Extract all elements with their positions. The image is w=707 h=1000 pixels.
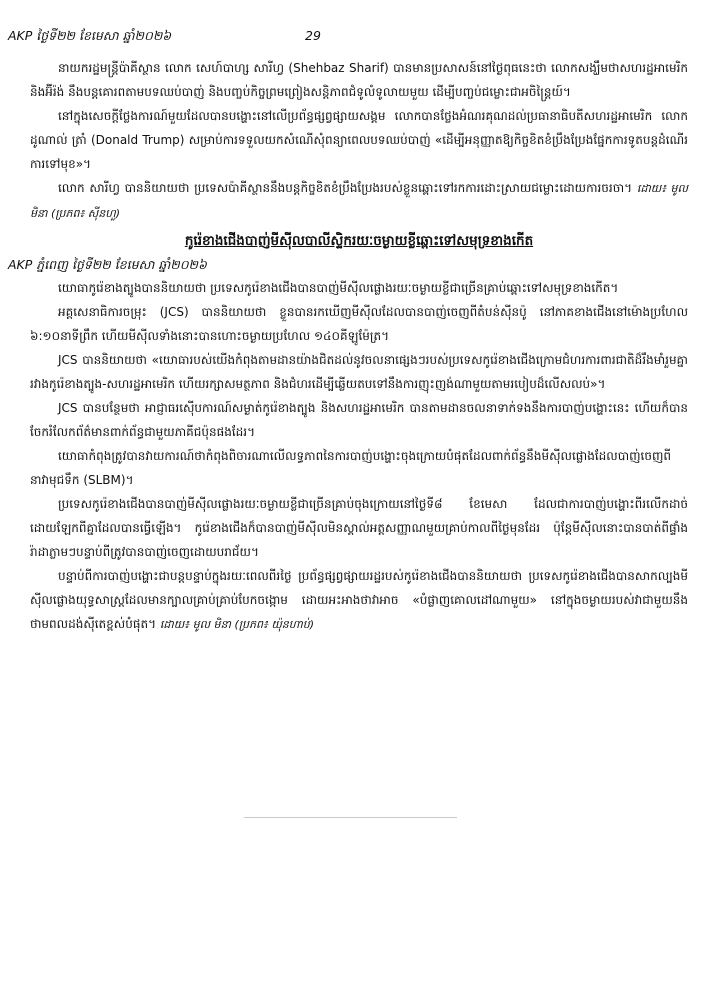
article2-paragraph: JCS បានបន្ថែមថា អាជ្ញាធរស៊ើបការណ៍សម្ងាត់កូរ៉េខាងត្បូង និងសហរដ្ឋអាមេរិក បានតាមដានចលនាទាក់ទងនឹងការបាញ់បង្ហោះនេះ ហើយក៏បានចែករំលែកព័ត៌មានពាក់ព័ន្ធជាមួយភាគីជប៉ុនផងដែរ។ — [30, 401, 688, 439]
article2-paragraph: យោធាកំពុងត្រូវបានវាយការណ៍ថាកំពុងពិចារណាលើលទ្ធភាពនៃការបាញ់បង្ហោះចុងក្រោយបំផុតដែលពាក់ព័ន្ធនឹងមីស៊ីលផ្លោងដែលបាញ់ចេញពីនាវាមុជទឹក (SLBM)។ — [30, 449, 672, 487]
article1-paragraph-text: លោក សារីហ្វ បាននិយាយថា ប្រទេសប៉ាគីស្ថាននឹងបន្តកិច្ចខិតខំប្រឹងប្រែងរបស់ខ្លួនឆ្ពោះទៅរកការដោះស្រាយជម្លោះដោយការចរចា។ — [58, 181, 633, 195]
article2-paragraph: ប្រទេសកូរ៉េខាងជើងបានបាញ់មីស៊ីលផ្លោងរយៈចម្ងាយខ្លីជាច្រើនគ្រាប់ចុងក្រោយនៅថ្ងៃទី៨ ខែមេសា ដែលជាការបាញ់បង្ហោះពីរលើកដាច់ដោយឡែកពីគ្នាដែលបានធ្វើឡើង។ កូរ៉េខាងជើងក៏បានបាញ់មីស៊ីលមិនស្គាល់អត្តសញ្ញាណមួយគ្រាប់កាលពីថ្ងៃមុនដែរ ប៉ុន្តែមីស៊ីលនោះបានបាត់ពីផ្ទាំងរ៉ាដាភ្លាមៗបន្ទាប់ពីត្រូវបានបាញ់ចេញដោយបរាជ័យ។ — [30, 497, 688, 559]
article2-headline: កូរ៉េខាងជើងបាញ់មីស៊ីលបាលីស្ទិករយៈចម្ងាយខ្លីឆ្ពោះទៅសមុទ្រខាងកើត — [184, 233, 534, 249]
page-content — [8, 56, 688, 637]
article2-paragraph-text: បន្ទាប់ពីការបាញ់បង្ហោះជាបន្តបន្ទាប់ក្នុងរយៈពេលពីរថ្ងៃ ប្រព័ន្ធផ្សព្វផ្សាយរដ្ឋរបស់កូរ៉េខាងជើងបាននិយាយថា ប្រទេសកូរ៉េខាងជើងបានសាកល្បងមីស៊ីលផ្លោងយុទ្ធសាស្ត្រដែលមានក្បាលគ្រាប់គ្រាប់បែកចង្កោម ដោយអះអាងថាវាអាច «បំផ្លាញគោលដៅណាមួយ» នៅក្នុងចម្ងាយរបស់វាជាមួយនឹងថាមពលដង់ស៊ីតេខ្ពស់បំផុត។ — [30, 569, 688, 631]
footer-divider — [244, 817, 457, 818]
page-number: 29 — [305, 28, 321, 43]
article2-paragraph: JCS បាននិយាយថា «យោធារបស់យើងកំពុងតាមដានយ៉ាងជិតដល់នូវចលនាផ្សេងៗរបស់ប្រទេសកូរ៉េខាងជើងក្រោមជំហរការពារជាតិដ៏រឹងមាំរួមគ្នារវាងកូរ៉េខាងត្បូង-សហរដ្ឋអាមេរិក ហើយរក្សាសមត្ថភាព និងជំហរដើម្បីឆ្លើយតបទៅនឹងការញុះញង់ណាមួយតាមរបៀបដ៏លើសលប់»។ — [30, 353, 688, 391]
article-north-korea-missile — [8, 228, 688, 637]
article2-paragraph: អគ្គសេនាធិការចម្រុះ (JCS) បាននិយាយថា ខ្លួនបានរកឃើញមីស៊ីលដែលបានបាញ់ចេញពីតំបន់ស៊ីនប៉ូ នៅភាគខាងជើងនៅម៉ោងប្រហែល ៦:១០នាទីព្រឹក ហើយមីស៊ីលទាំងនោះបានហោះចម្ងាយប្រហែល ១៤០គីឡូម៉ែត្រ។ — [30, 305, 688, 343]
article2-paragraph-last — [30, 564, 688, 637]
page-header — [8, 26, 699, 48]
article1-paragraph: នាយករដ្ឋមន្ត្រីប៉ាគីស្ថាន លោក សេហ៍បាហ្ស សារីហ្វ (Shehbaz Sharif) បានមានប្រសាសន៍នៅថ្ងៃពុធនេះថា លោកសង្ឃឹមថាសហរដ្ឋអាមេរិក និងអ៊ីរ៉ង់ នឹងបន្តគោរពតាមបទឈប់បាញ់ និងបញ្ចប់កិច្ចព្រមព្រៀងសន្តិភាពជំទូលំទូលាយមួយ ដើម្បីបញ្ចប់ជម្លោះជាអចិន្ត្រៃយ៍។ — [30, 61, 688, 99]
article1-credit: ដោយ៖ មូល មិនា (ប្រភព៖ ស៊ីនហួ) — [30, 182, 688, 220]
article1-paragraph: នៅក្នុងសេចក្តីថ្លែងការណ៍មួយដែលបានបង្ហោះនៅលើប្រព័ន្ធផ្សព្វផ្សាយសង្គម លោកបានថ្លែងអំណរគុណដល់ប្រធានាធិបតីសហរដ្ឋអាមេរិក លោក ដូណាល់ ត្រាំ (Donald Trump) សម្រាប់ការទទួលយកសំណើសុំពន្យាពេលបទឈប់បាញ់ «ដើម្បីអនុញ្ញាតឱ្យកិច្ចខិតខំប្រឹងប្រែងផ្នែកការទូតបន្តដំណើរការទៅមុខ»។ — [30, 109, 688, 171]
header-date: AKP ថ្ងៃទី២២ ខែមេសា ឆ្នាំ២០២៦ — [8, 28, 172, 43]
article-pakistan-ceasefire — [30, 56, 688, 226]
article2-paragraph: យោធាកូរ៉េខាងត្បូងបាននិយាយថា ប្រទេសកូរ៉េខាងជើងបានបាញ់មីស៊ីលផ្លោងរយៈចម្ងាយខ្លីជាច្រើនគ្រាប់ឆ្ពោះទៅសមុទ្រខាងកើត។ — [58, 281, 619, 295]
article1-paragraph-last — [30, 176, 688, 226]
article2-credit: ដោយ៖ មូល មិនា (ប្រភព៖ យ៉ុនហាប់) — [159, 618, 315, 631]
article2-dateline: AKP ភ្នំពេញ ថ្ងៃទី២២ ខែមេសា ឆ្នាំ២០២៦ — [8, 257, 207, 272]
